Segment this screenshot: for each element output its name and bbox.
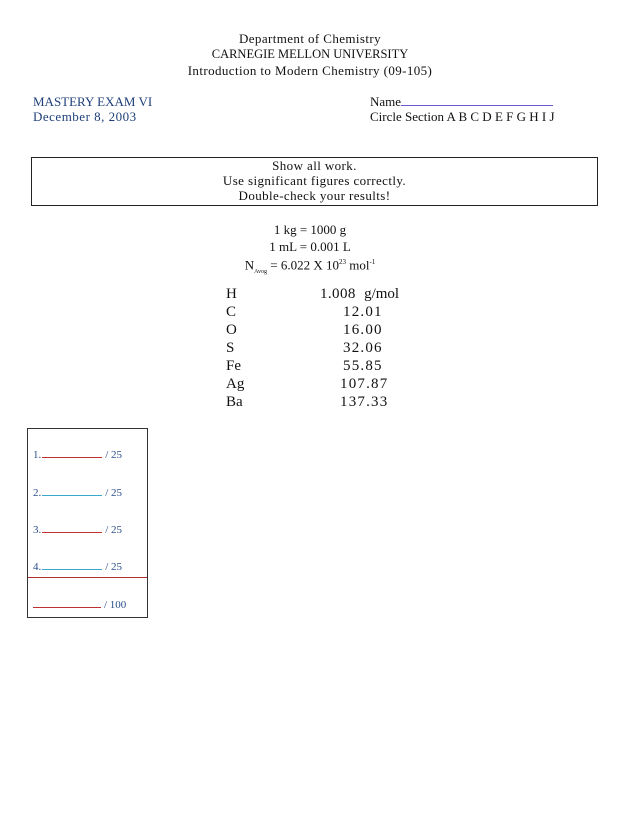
element-symbol: H (226, 286, 237, 302)
name-field[interactable] (370, 94, 553, 110)
score-blank[interactable] (42, 446, 102, 458)
university-title: CARNEGIE MELLON UNIVERSITY (211, 47, 409, 61)
conversion-kg: 1 kg = 1000 g (273, 222, 347, 237)
score-row (33, 558, 122, 573)
element-symbol: Fe (226, 358, 241, 374)
score-blank[interactable] (42, 521, 102, 533)
element-mass: 55.85 (343, 358, 383, 374)
element-mass: 137.33 (340, 394, 389, 410)
score-row (33, 446, 122, 461)
question-number: 1. (33, 449, 42, 461)
exam-date: December 8, 2003 (33, 109, 137, 124)
course-title: Introduction to Modern Chemistry (09-105) (187, 63, 433, 78)
total-blank[interactable] (33, 596, 101, 608)
question-max: / 25 (105, 561, 123, 573)
avogadro-exponent: 23 (338, 258, 346, 266)
element-mass: 1.008 (320, 286, 356, 302)
element-symbol: S (226, 340, 235, 356)
question-max: / 25 (105, 487, 123, 499)
question-max: / 25 (105, 524, 123, 536)
score-box (27, 428, 148, 618)
total-divider (28, 577, 147, 578)
avogadro-symbol: N (244, 257, 255, 273)
mass-unit: g/mol (364, 286, 400, 302)
element-mass: 32.06 (343, 340, 383, 356)
element-symbol: Ba (226, 394, 243, 410)
question-number: 3. (33, 524, 42, 536)
avogadro-unit-exponent: -1 (369, 258, 376, 266)
score-row (33, 484, 122, 499)
avogadro-unit: mol (349, 257, 370, 273)
instruction-line: Use significant figures correctly. (222, 173, 407, 188)
avogadro-value: = 6.022 X 10 (270, 257, 339, 273)
element-symbol: O (226, 322, 237, 338)
name-blank[interactable] (401, 94, 553, 106)
department-title: Department of Chemistry (238, 31, 382, 46)
element-mass: 12.01 (343, 304, 383, 320)
question-max: / 25 (105, 449, 123, 461)
score-row (33, 521, 122, 536)
instructions-box (31, 157, 598, 206)
total-max: / 100 (104, 599, 127, 611)
element-mass: 107.87 (340, 376, 389, 392)
element-symbol: Ag (226, 376, 245, 392)
section-choice[interactable]: Circle Section A B C D E F G H I J (370, 109, 555, 124)
element-mass: 16.00 (343, 322, 383, 338)
avogadro-constant (0, 254, 620, 281)
element-symbol: C (226, 304, 237, 320)
question-number: 4. (33, 561, 42, 573)
avogadro-subscript: Avog (254, 268, 267, 275)
total-row (33, 596, 126, 611)
score-blank[interactable] (42, 484, 102, 496)
conversion-ml: 1 mL = 0.001 L (269, 239, 351, 254)
score-blank[interactable] (42, 558, 102, 570)
instruction-line: Show all work. (272, 158, 357, 173)
name-label: Name (370, 94, 402, 109)
exam-title: MASTERY EXAM VI (33, 94, 153, 109)
instruction-line: Double-check your results! (238, 188, 391, 203)
element-mass-cell (320, 286, 440, 303)
question-number: 2. (33, 487, 42, 499)
